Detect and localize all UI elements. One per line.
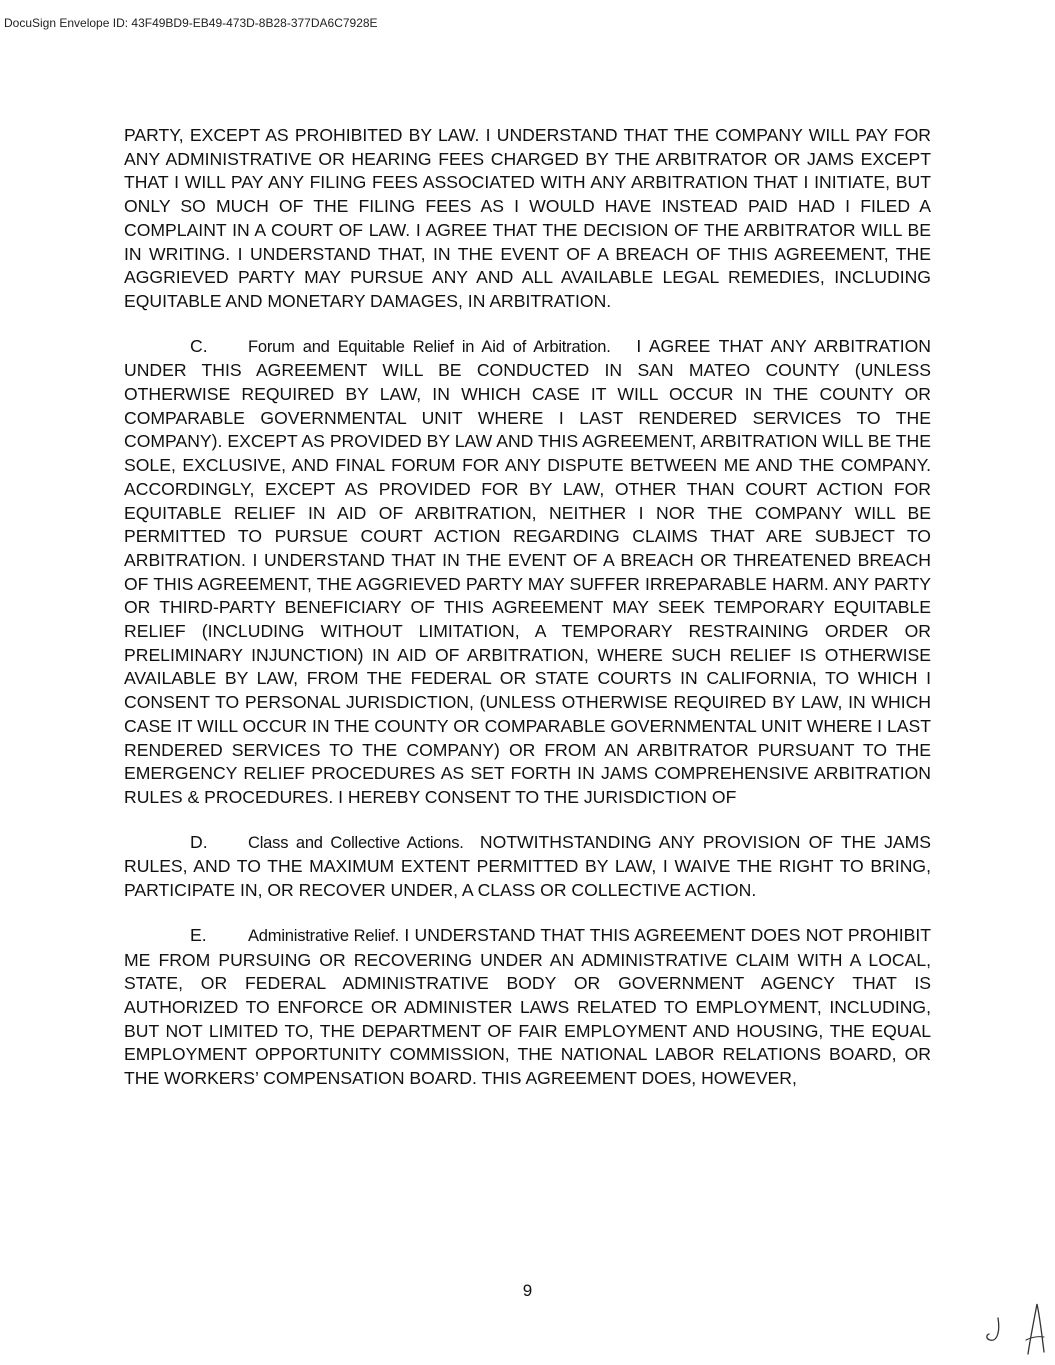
document-body bbox=[124, 124, 931, 1091]
section-e-heading: Administrative Relief. bbox=[248, 926, 400, 945]
section-e-body: I UNDERSTAND THAT THIS AGREEMENT DOES NOT PROHIBIT ME FROM PURSUING OR RECOVERING UNDER AN ADMINISTRATIVE CLAIM WITH A LOCAL, STATE, OR FEDERAL ADMINISTRATIVE BODY OR GOVERNMENT AGENCY THAT IS AUTHORIZED TO ENFORCE OR ADMINISTER LAWS RELATED TO EMPLOYMENT, INCLUDING, BUT NOT LIMITED TO, THE DEPARTMENT OF FAIR EMPLOYMENT AND HOUSING, THE EQUAL EMPLOYMENT OPPORTUNITY COMMISSION, THE NATIONAL LABOR RELATIONS BOARD, OR THE WORKERS’ COMPENSATION BOARD. THIS AGREEMENT DOES, HOWEVER, bbox=[124, 924, 932, 1089]
paragraph-continuation: PARTY, EXCEPT AS PROHIBITED BY LAW. I UNDERSTAND THAT THE COMPANY WILL PAY FOR ANY ADMINISTRATIVE OR HEARING FEES CHARGED BY THE ARBITRATOR OR JAMS EXCEPT THAT I WILL PAY ANY FILING FEES ASSOCIATED WITH ANY ARBITRATION THAT I INITIATE, BUT ONLY SO MUCH OF THE FILING FEES AS I WOULD HAVE INSTEAD PAID HAD I FILED A COMPLAINT IN A COURT OF LAW. I AGREE THAT THE DECISION OF THE ARBITRATOR WILL BE IN WRITING. I UNDERSTAND THAT, IN THE EVENT OF A BREACH OF THIS AGREEMENT, THE AGGRIEVED PARTY MAY PURSUE ANY AND ALL AVAILABLE LEGAL REMEDIES, INCLUDING EQUITABLE AND MONETARY DAMAGES, IN ARBITRATION. bbox=[124, 125, 931, 311]
page-number: 9 bbox=[522, 1281, 533, 1300]
section-e bbox=[124, 924, 931, 1091]
initials-signature-icon bbox=[984, 1296, 1052, 1362]
section-e-letter: E. bbox=[190, 924, 207, 945]
section-c-body: I AGREE THAT ANY ARBITRATION UNDER THIS AGREEMENT WILL BE CONDUCTED IN SAN MATEO COUNTY (UNLESS OTHERWISE REQUIRED BY LAW, IN WHICH CASE IT WILL OCCUR IN THE COUNTY OR COMPARABLE GOVERNMENTAL UNIT WHERE I LAST RENDERED SERVICES TO THE COMPANY). EXCEPT AS PROVIDED BY LAW AND THIS AGREEMENT, ARBITRATION WILL BE THE SOLE, EXCLUSIVE, AND FINAL FORUM FOR ANY DISPUTE BETWEEN ME AND THE COMPANY. ACCORDINGLY, EXCEPT AS PROVIDED FOR BY LAW, OTHER THAN COURT ACTION FOR EQUITABLE RELIEF IN AID OF ARBITRATION, NEITHER I NOR THE COMPANY WILL BE PERMITTED TO PURSUE COURT ACTION REGARDING CLAIMS THAT ARE SUBJECT TO ARBITRATION. I UNDERSTAND THAT IN THE EVENT OF A BREACH OR THREATENED BREACH OF THIS AGREEMENT, THE AGGRIEVED PARTY MAY SUFFER IRREPARABLE HARM. ANY PARTY OR THIRD-PARTY BENEFICIARY OF THIS AGREEMENT MAY SEEK TEMPORARY EQUITABLE RELIEF (INCLUDING WITHOUT LIMITATION, A TEMPORARY RESTRAINING ORDER OR PRELIMINARY INJUNCTION) IN AID OF ARBITRATION, WHERE SUCH RELIEF IS OTHERWISE AVAILABLE BY LAW, FROM THE FEDERAL OR STATE COURTS IN CALIFORNIA, TO WHICH I CONSENT TO PERSONAL JURISDICTION, (UNLESS OTHERWISE REQUIRED BY LAW, IN WHICH CASE IT WILL OCCUR IN THE COUNTY OR COMPARABLE GOVERNMENTAL UNIT WHERE I LAST RENDERED SERVICES TO THE COMPANY) OR FROM AN ARBITRATOR PURSUANT TO THE EMERGENCY RELIEF PROCEDURES AS SET FORTH IN JAMS COMPREHENSIVE ARBITRATION RULES & PROCEDURES. I HEREBY CONSENT TO THE JURISDICTION OF bbox=[124, 335, 931, 807]
section-c-letter: C. bbox=[190, 335, 208, 356]
section-d-heading: Class and Collective Actions. bbox=[248, 833, 464, 852]
docusign-envelope-id: DocuSign Envelope ID: 43F49BD9-EB49-473D-8B28-377DA6C7928E bbox=[4, 16, 378, 30]
section-d bbox=[124, 831, 931, 903]
section-d-body: NOTWITHSTANDING ANY PROVISION OF THE JAMS RULES, AND TO THE MAXIMUM EXTENT PERMITTED BY LAW, I WAIVE THE RIGHT TO BRING, PARTICIPATE IN, OR RECOVER UNDER, A CLASS OR COLLECTIVE ACTION. bbox=[124, 831, 931, 901]
section-c-heading: Forum and Equitable Relief in Aid of Arbitration. bbox=[248, 337, 611, 356]
section-d-letter: D. bbox=[190, 831, 208, 852]
section-c bbox=[124, 335, 931, 810]
